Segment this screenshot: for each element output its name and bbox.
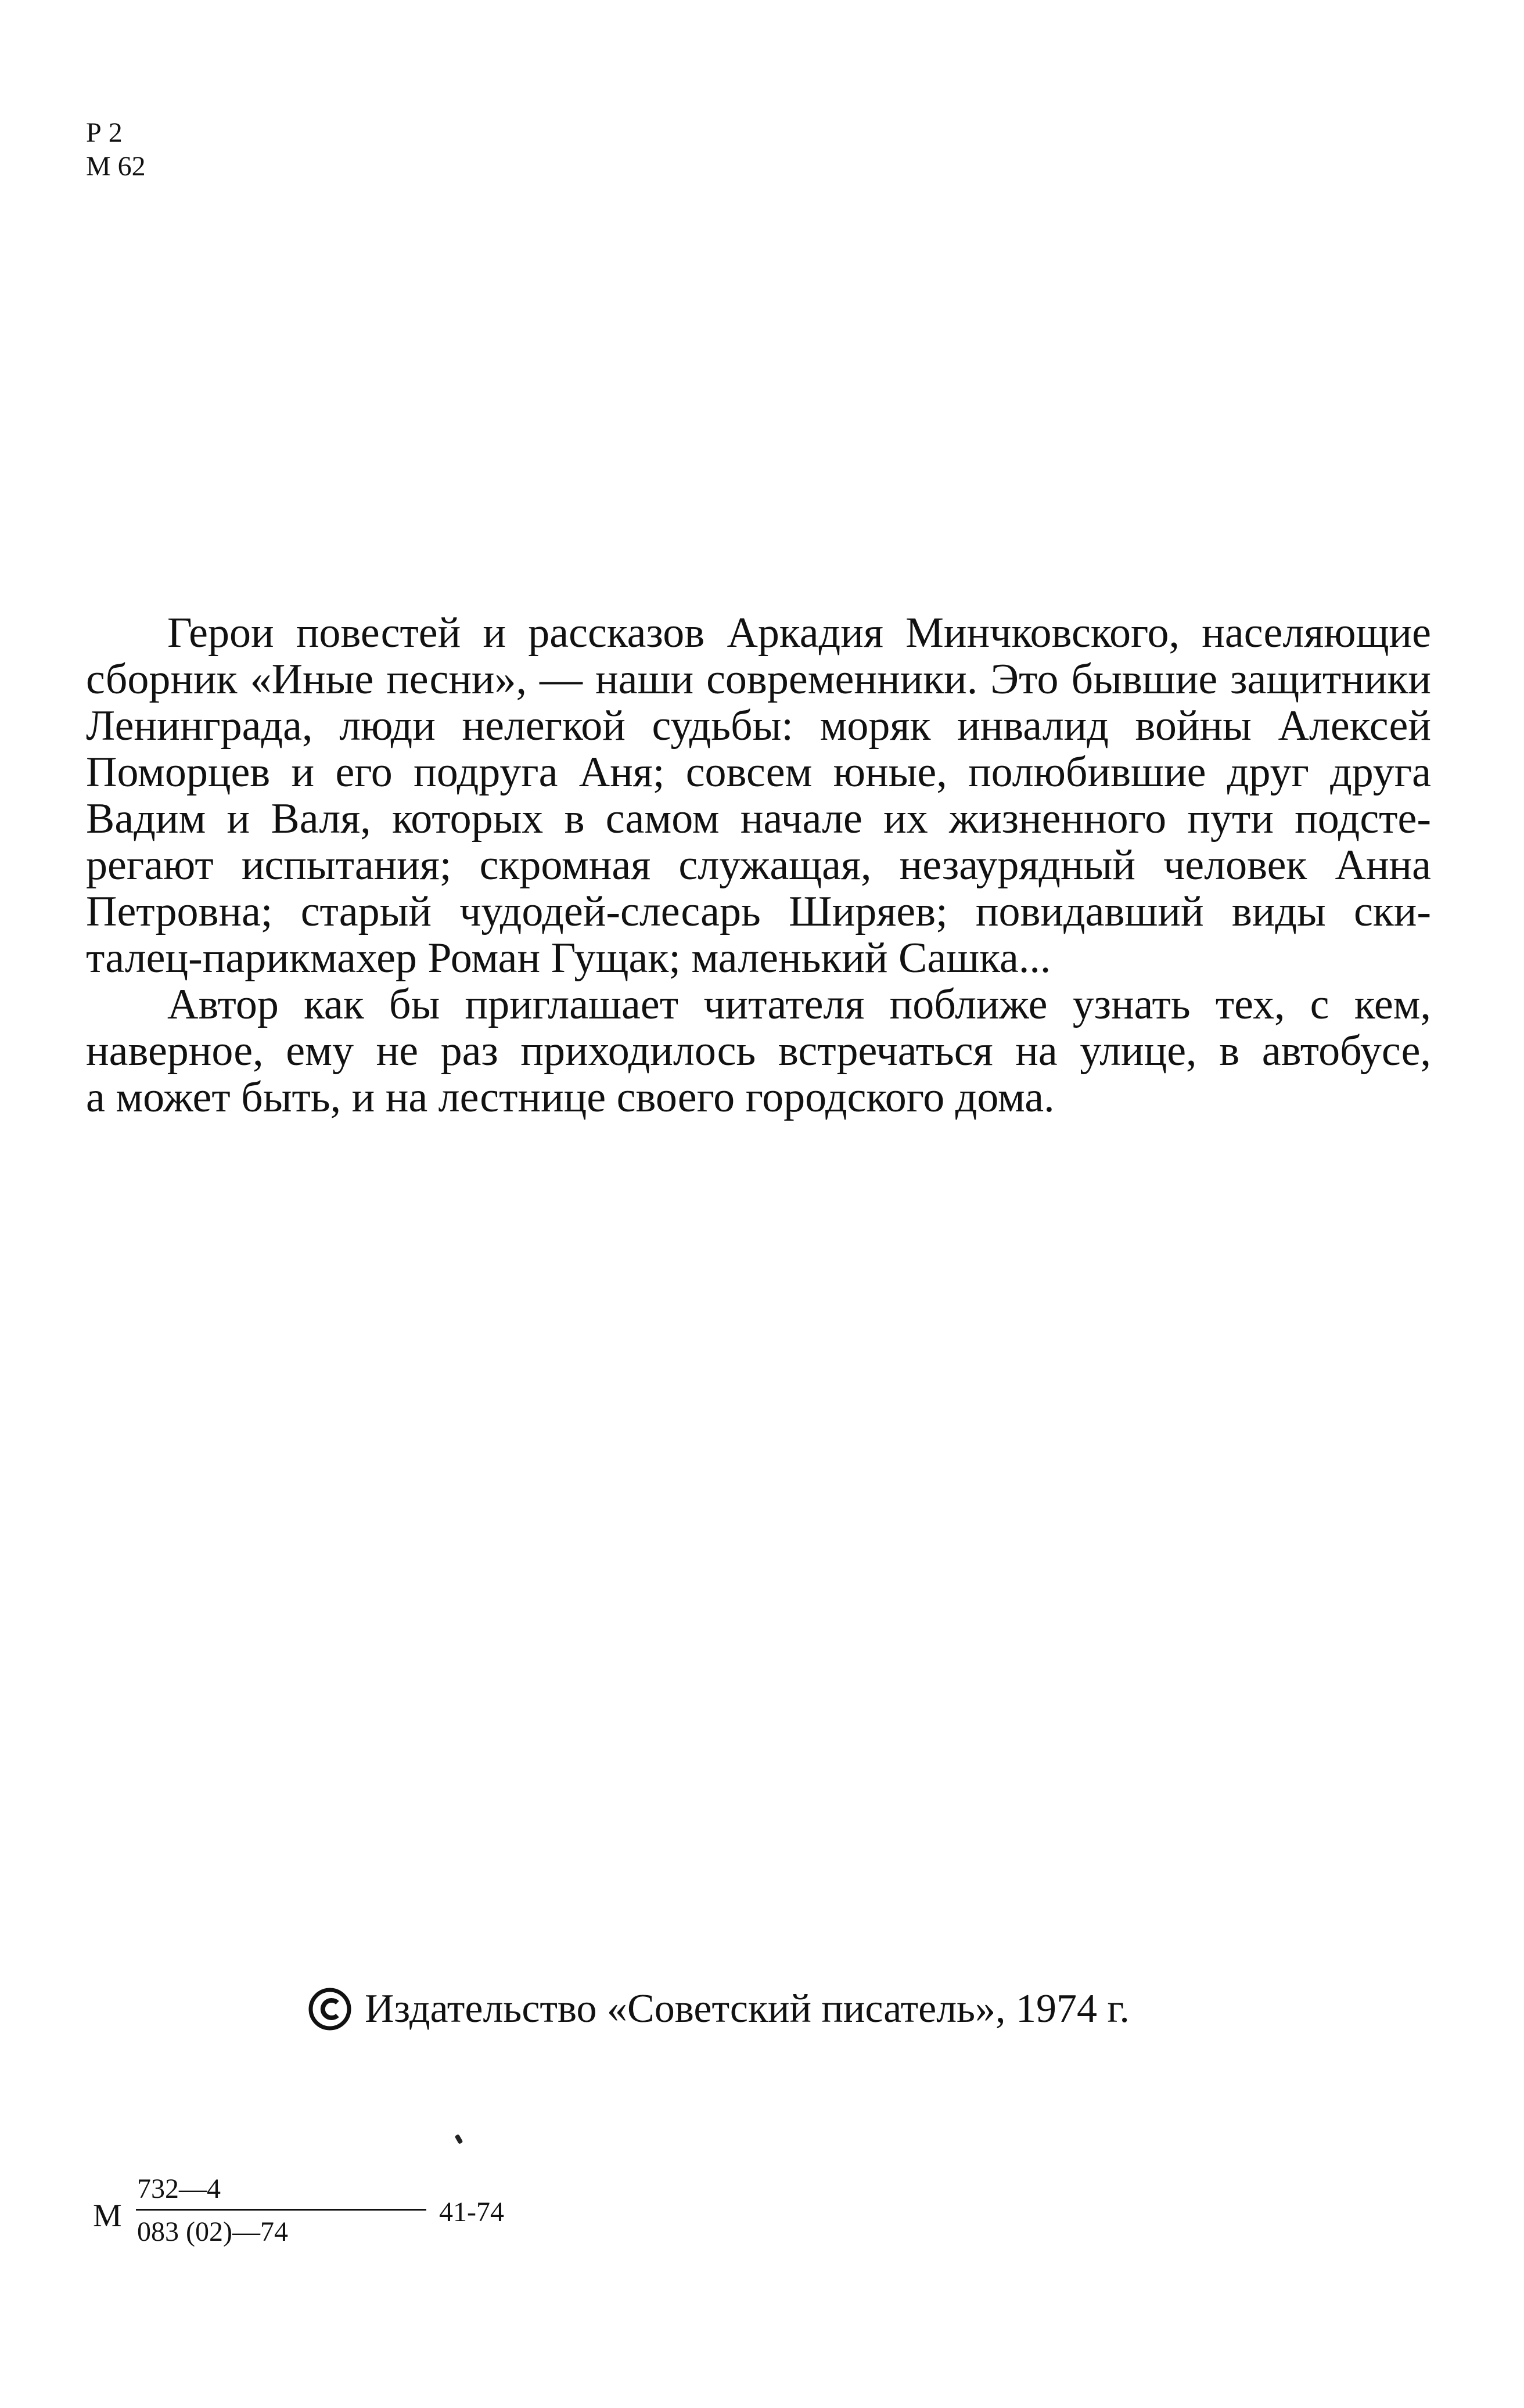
annotation-paragraph-1 bbox=[86, 610, 1431, 981]
annotation-line: а может быть, и на лестнице своего городского дома. bbox=[86, 1074, 1055, 1121]
annotation-line: Ленинграда, люди нелегкой судьбы: моряк инвалид войны Алексей bbox=[86, 702, 1431, 750]
copyright-icon bbox=[308, 1987, 352, 2031]
index-order-number: 41-74 bbox=[439, 2197, 504, 2227]
annotation-line: талец-парикмахер Роман Гущак; маленький Сашка... bbox=[86, 934, 1051, 982]
annotation-line: наверное, ему не раз приходилось встречаться на улице, в автобусе, bbox=[86, 1027, 1431, 1075]
annotation-text bbox=[86, 610, 1431, 1121]
index-letter: М bbox=[93, 2198, 122, 2234]
index-denominator: 083 (02)—74 bbox=[137, 2216, 288, 2247]
annotation-paragraph-2 bbox=[86, 981, 1431, 1121]
index-numerator: 732—4 bbox=[137, 2173, 221, 2204]
annotation-line: Поморцев и его подруга Аня; совсем юные, полюбившие друг друга bbox=[86, 748, 1431, 796]
classification-code bbox=[86, 116, 146, 183]
annotation-line: Герои повестей и рассказов Аркадия Минчковского, населяющие bbox=[167, 609, 1431, 657]
copyright-text: Издательство «Советский писатель», 1974 г. bbox=[365, 1986, 1130, 2031]
copyright-notice bbox=[308, 1986, 1130, 2032]
fraction-rule bbox=[136, 2209, 426, 2211]
classification-line-1: Р 2 bbox=[86, 117, 123, 148]
annotation-line: Петровна; старый чудодей-слесарь Ширяев; повидавший виды ски- bbox=[86, 888, 1431, 935]
annotation-line: Вадим и Валя, которых в самом начале их жизненного пути подсте- bbox=[86, 795, 1431, 843]
classification-line-2: М 62 bbox=[86, 151, 146, 182]
annotation-line: сборник «Иные песни», — наши современники. Это бывшие защитники bbox=[86, 656, 1431, 703]
annotation-line: регают испытания; скромная служащая, незаурядный человек Анна bbox=[86, 841, 1431, 889]
ink-mark bbox=[455, 2134, 463, 2144]
annotation-line: Автор как бы приглашает читателя поближе узнать тех, с кем, bbox=[167, 981, 1431, 1028]
